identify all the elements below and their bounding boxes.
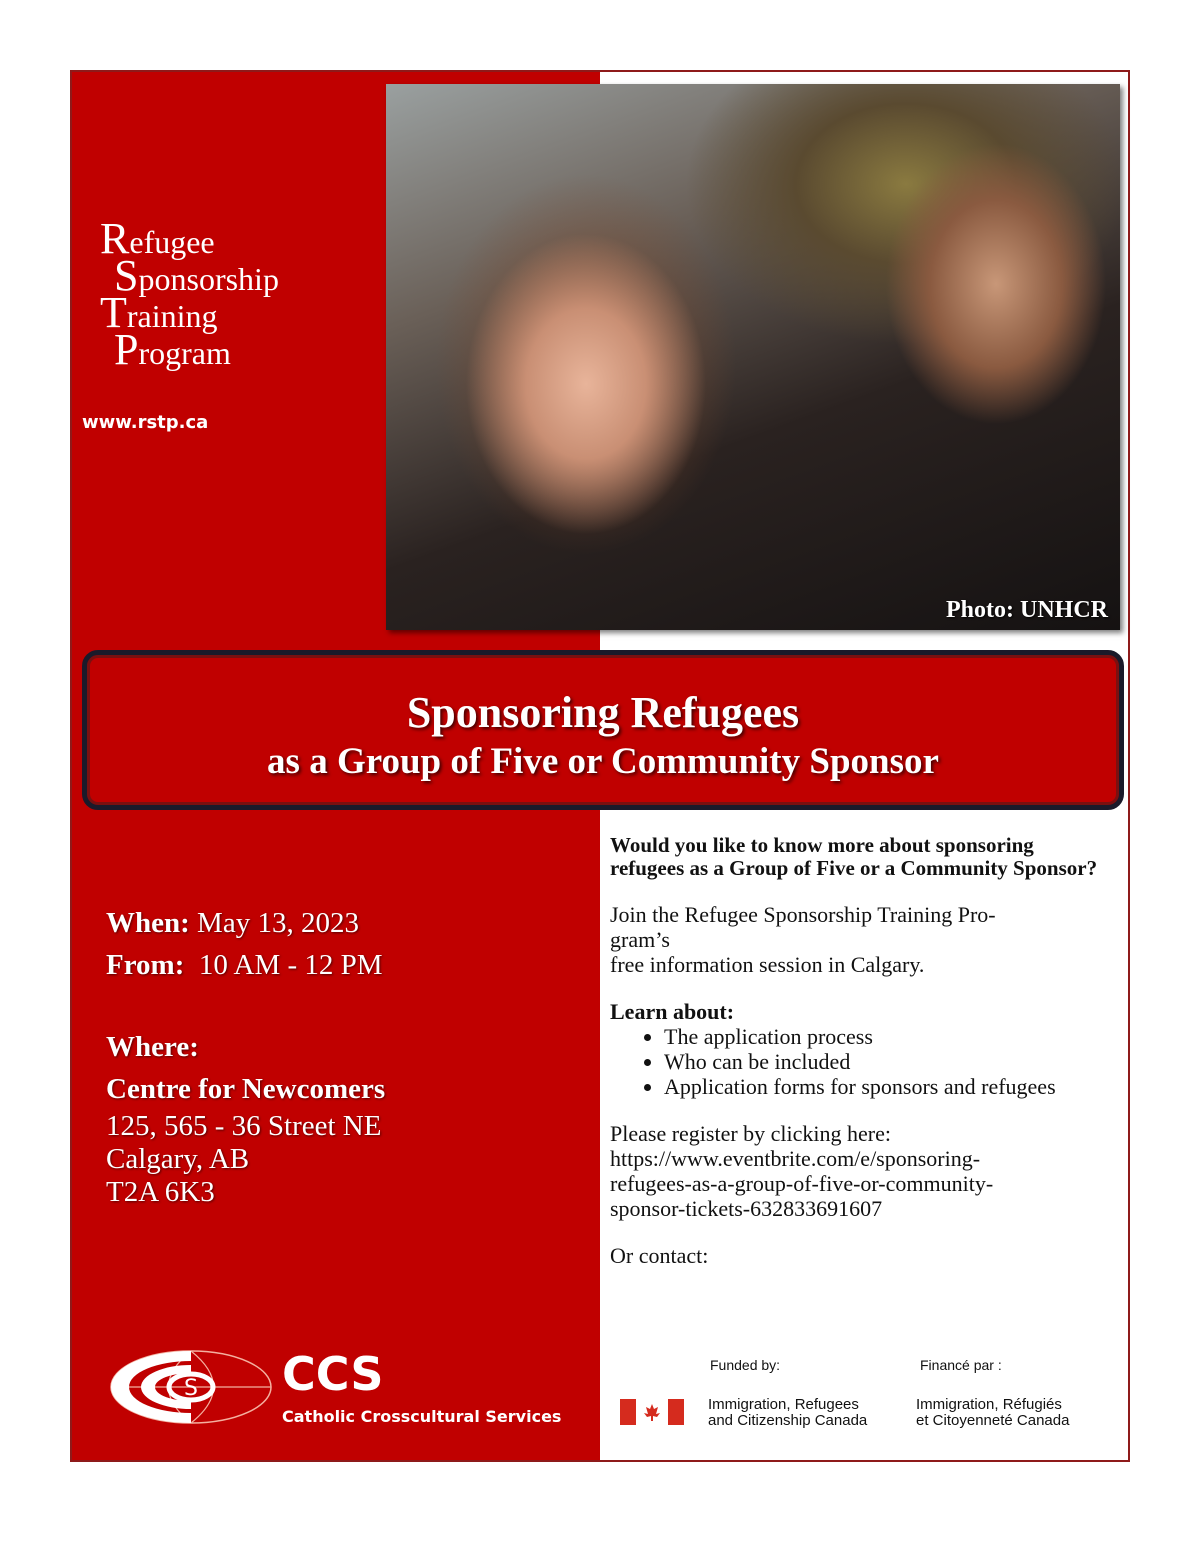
register-link[interactable]: https://www.eventbrite.com/e/sponsoring- [610, 1146, 981, 1171]
venue-name: Centre for Newcomers [106, 1073, 386, 1105]
ircc-en: and Citizenship Canada [708, 1412, 868, 1429]
join-text: Join the Refugee Sponsorship Training Pro- [610, 902, 996, 927]
join-text: free information session in Calgary. [610, 952, 925, 977]
poster [70, 70, 1130, 1462]
logo-word: ponsorship [138, 261, 279, 297]
register-label: Please register by clicking here: [610, 1121, 892, 1146]
svg-text:S: S [184, 1376, 198, 1401]
ccs-logo [106, 1347, 586, 1427]
funded-by-label: Funded by: [710, 1357, 781, 1373]
info-panel [610, 834, 1110, 1268]
canada-flag-icon [620, 1399, 684, 1425]
contact-label: Or contact: [610, 1243, 709, 1268]
ircc-fr: Immigration, Réfugiés [916, 1396, 1062, 1413]
finance-par-label: Financé par : [920, 1357, 1002, 1373]
logo-word: raining [126, 298, 218, 334]
title-line-1: Sponsoring Refugees [406, 688, 800, 737]
when-label: When: [106, 907, 190, 939]
register-link[interactable]: sponsor-tickets-632833691607 [610, 1196, 883, 1221]
intro-question: Would you like to know more about sponsoring refugees as a Group of Five or a Community Sponsor? [610, 833, 1098, 880]
from-label: From: [106, 949, 185, 981]
address-line: T2A 6K3 [106, 1176, 215, 1208]
photo-credit: Photo: UNHCR [946, 597, 1108, 623]
logo-initial: S [114, 251, 139, 300]
list-item: • Application forms for sponsors and refugees [664, 1074, 1110, 1099]
ircc-fr: et Citoyenneté Canada [916, 1412, 1070, 1429]
learn-heading: Learn about: [610, 999, 735, 1024]
title-banner [82, 650, 1124, 810]
rstp-logo [100, 214, 279, 374]
event-date: May 13, 2023 [197, 907, 359, 939]
logo-initial: R [100, 214, 130, 263]
register-link[interactable]: refugees-as-a-group-of-five-or-community- [610, 1171, 994, 1196]
ccs-globe-icon [106, 1347, 276, 1427]
list-item: • The application process [664, 1024, 1110, 1049]
logo-word: rogram [138, 335, 231, 371]
logo-initial: P [114, 325, 139, 374]
join-text: gram’s [610, 927, 670, 952]
where-label: Where: [106, 1031, 199, 1063]
logo-initial: T [100, 288, 127, 337]
title-line-2: as a Group of Five or Community Sponsor [267, 741, 939, 782]
ircc-en: Immigration, Refugees [708, 1396, 859, 1413]
logo-word: efugee [129, 224, 215, 260]
event-time: 10 AM - 12 PM [198, 949, 383, 981]
event-details [106, 902, 385, 1209]
address-line: 125, 565 - 36 Street NE [106, 1110, 382, 1142]
refugee-children-photo [386, 84, 1120, 630]
ccs-abbr: CCS [282, 1347, 384, 1401]
website-link[interactable]: www.rstp.ca [82, 412, 209, 433]
ccs-name: Catholic Crosscultural Services [282, 1407, 562, 1426]
list-item: • Who can be included [664, 1049, 1110, 1074]
address-line: Calgary, AB [106, 1143, 250, 1175]
learn-list [610, 1024, 1110, 1099]
